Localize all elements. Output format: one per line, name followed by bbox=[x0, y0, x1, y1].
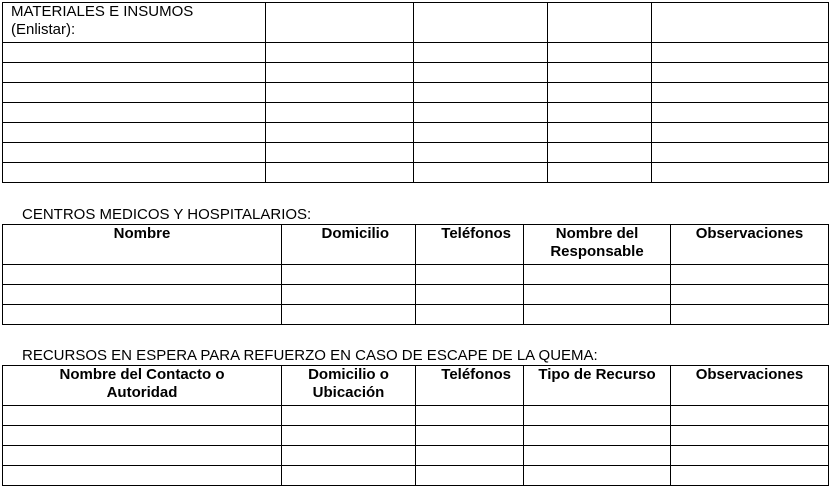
materiales-cell[interactable] bbox=[414, 3, 548, 43]
recursos-cell[interactable] bbox=[524, 426, 671, 446]
recursos-cell[interactable] bbox=[3, 426, 282, 446]
materiales-header-row bbox=[3, 3, 829, 43]
centros-cell[interactable] bbox=[671, 285, 829, 305]
recursos-header-observaciones: Observaciones bbox=[671, 366, 829, 406]
materiales-cell[interactable] bbox=[652, 163, 829, 183]
materiales-cell[interactable] bbox=[414, 103, 548, 123]
materiales-cell[interactable] bbox=[548, 83, 652, 103]
centros-header-telefonos: Teléfonos bbox=[416, 225, 524, 265]
centros-cell[interactable] bbox=[282, 305, 416, 325]
materiales-cell[interactable] bbox=[414, 83, 548, 103]
recursos-cell[interactable] bbox=[524, 406, 671, 426]
recursos-header-row bbox=[3, 366, 829, 406]
materiales-cell[interactable] bbox=[266, 63, 414, 83]
recursos-table bbox=[2, 365, 829, 486]
recursos-header-contacto: Nombre del Contacto o Autoridad bbox=[3, 366, 282, 406]
recursos-cell[interactable] bbox=[416, 406, 524, 426]
recursos-cell[interactable] bbox=[282, 426, 416, 446]
centros-caption: CENTROS MEDICOS Y HOSPITALARIOS: bbox=[22, 206, 312, 223]
materiales-body bbox=[3, 43, 829, 183]
recursos-cell[interactable] bbox=[524, 466, 671, 486]
centros-cell[interactable] bbox=[282, 265, 416, 285]
materiales-cell[interactable] bbox=[266, 143, 414, 163]
materiales-row bbox=[3, 83, 829, 103]
materiales-title-line2: (Enlistar): bbox=[11, 21, 76, 38]
materiales-cell[interactable] bbox=[414, 163, 548, 183]
recursos-cell[interactable] bbox=[416, 446, 524, 466]
centros-row bbox=[3, 265, 829, 285]
materiales-cell[interactable] bbox=[3, 103, 266, 123]
recursos-header-telefonos: Teléfonos bbox=[416, 366, 524, 406]
materiales-cell[interactable] bbox=[548, 163, 652, 183]
recursos-row bbox=[3, 426, 829, 446]
materiales-row bbox=[3, 63, 829, 83]
recursos-cell[interactable] bbox=[671, 446, 829, 466]
recursos-cell[interactable] bbox=[3, 466, 282, 486]
centros-cell[interactable] bbox=[671, 265, 829, 285]
materiales-cell[interactable] bbox=[3, 43, 266, 63]
recursos-cell[interactable] bbox=[671, 406, 829, 426]
materiales-cell[interactable] bbox=[548, 103, 652, 123]
materiales-cell[interactable] bbox=[548, 43, 652, 63]
centros-cell[interactable] bbox=[524, 305, 671, 325]
centros-body bbox=[3, 265, 829, 325]
centros-cell[interactable] bbox=[3, 265, 282, 285]
recursos-cell[interactable] bbox=[3, 446, 282, 466]
centros-header-observaciones: Observaciones bbox=[671, 225, 829, 265]
recursos-cell[interactable] bbox=[416, 466, 524, 486]
centros-cell[interactable] bbox=[524, 285, 671, 305]
materiales-cell[interactable] bbox=[3, 83, 266, 103]
centros-header-row bbox=[3, 225, 829, 265]
centros-header-domicilio: Domicilio bbox=[282, 225, 416, 265]
recursos-cell[interactable] bbox=[671, 466, 829, 486]
materiales-title bbox=[3, 3, 266, 43]
recursos-header-domicilio: Domicilio o Ubicación bbox=[282, 366, 416, 406]
materiales-cell[interactable] bbox=[3, 163, 266, 183]
recursos-body bbox=[3, 406, 829, 486]
materiales-cell[interactable] bbox=[652, 83, 829, 103]
recursos-cell[interactable] bbox=[3, 406, 282, 426]
recursos-cell[interactable] bbox=[524, 446, 671, 466]
materiales-cell[interactable] bbox=[548, 3, 652, 43]
centros-row bbox=[3, 285, 829, 305]
materiales-title-line1: MATERIALES E INSUMOS bbox=[11, 3, 194, 20]
centros-cell[interactable] bbox=[282, 285, 416, 305]
recursos-cell[interactable] bbox=[671, 426, 829, 446]
materiales-row bbox=[3, 163, 829, 183]
materiales-cell[interactable] bbox=[266, 83, 414, 103]
materiales-cell[interactable] bbox=[414, 123, 548, 143]
materiales-cell[interactable] bbox=[3, 143, 266, 163]
materiales-cell[interactable] bbox=[414, 63, 548, 83]
centros-row bbox=[3, 305, 829, 325]
recursos-cell[interactable] bbox=[282, 466, 416, 486]
materiales-cell[interactable] bbox=[652, 123, 829, 143]
materiales-cell[interactable] bbox=[414, 143, 548, 163]
recursos-cell[interactable] bbox=[282, 406, 416, 426]
materiales-cell[interactable] bbox=[266, 3, 414, 43]
materiales-cell[interactable] bbox=[548, 63, 652, 83]
materiales-table bbox=[2, 2, 829, 183]
materiales-row bbox=[3, 103, 829, 123]
centros-cell[interactable] bbox=[416, 265, 524, 285]
recursos-cell[interactable] bbox=[282, 446, 416, 466]
recursos-row bbox=[3, 446, 829, 466]
recursos-row bbox=[3, 466, 829, 486]
materiales-cell[interactable] bbox=[414, 43, 548, 63]
materiales-cell[interactable] bbox=[266, 103, 414, 123]
materiales-cell[interactable] bbox=[652, 143, 829, 163]
materiales-row bbox=[3, 43, 829, 63]
materiales-row bbox=[3, 123, 829, 143]
materiales-cell[interactable] bbox=[652, 3, 829, 43]
recursos-header-tipo: Tipo de Recurso bbox=[524, 366, 671, 406]
materiales-cell[interactable] bbox=[652, 63, 829, 83]
materiales-cell[interactable] bbox=[266, 123, 414, 143]
materiales-cell[interactable] bbox=[3, 63, 266, 83]
centros-header-responsable: Nombre del Responsable bbox=[524, 225, 671, 265]
centros-cell[interactable] bbox=[671, 305, 829, 325]
materiales-cell[interactable] bbox=[548, 143, 652, 163]
centros-header-nombre: Nombre bbox=[3, 225, 282, 265]
materiales-cell[interactable] bbox=[652, 103, 829, 123]
recursos-row bbox=[3, 406, 829, 426]
centros-cell[interactable] bbox=[416, 285, 524, 305]
centros-cell[interactable] bbox=[3, 285, 282, 305]
materiales-cell[interactable] bbox=[652, 43, 829, 63]
materiales-cell[interactable] bbox=[3, 123, 266, 143]
recursos-caption: RECURSOS EN ESPERA PARA REFUERZO EN CASO DE ESCAPE DE LA QUEMA: bbox=[22, 347, 598, 364]
materiales-cell[interactable] bbox=[266, 43, 414, 63]
centros-table bbox=[2, 224, 829, 325]
centros-cell[interactable] bbox=[416, 305, 524, 325]
materiales-cell[interactable] bbox=[266, 163, 414, 183]
materiales-row bbox=[3, 143, 829, 163]
centros-cell[interactable] bbox=[524, 265, 671, 285]
materiales-cell[interactable] bbox=[548, 123, 652, 143]
centros-cell[interactable] bbox=[3, 305, 282, 325]
recursos-cell[interactable] bbox=[416, 426, 524, 446]
